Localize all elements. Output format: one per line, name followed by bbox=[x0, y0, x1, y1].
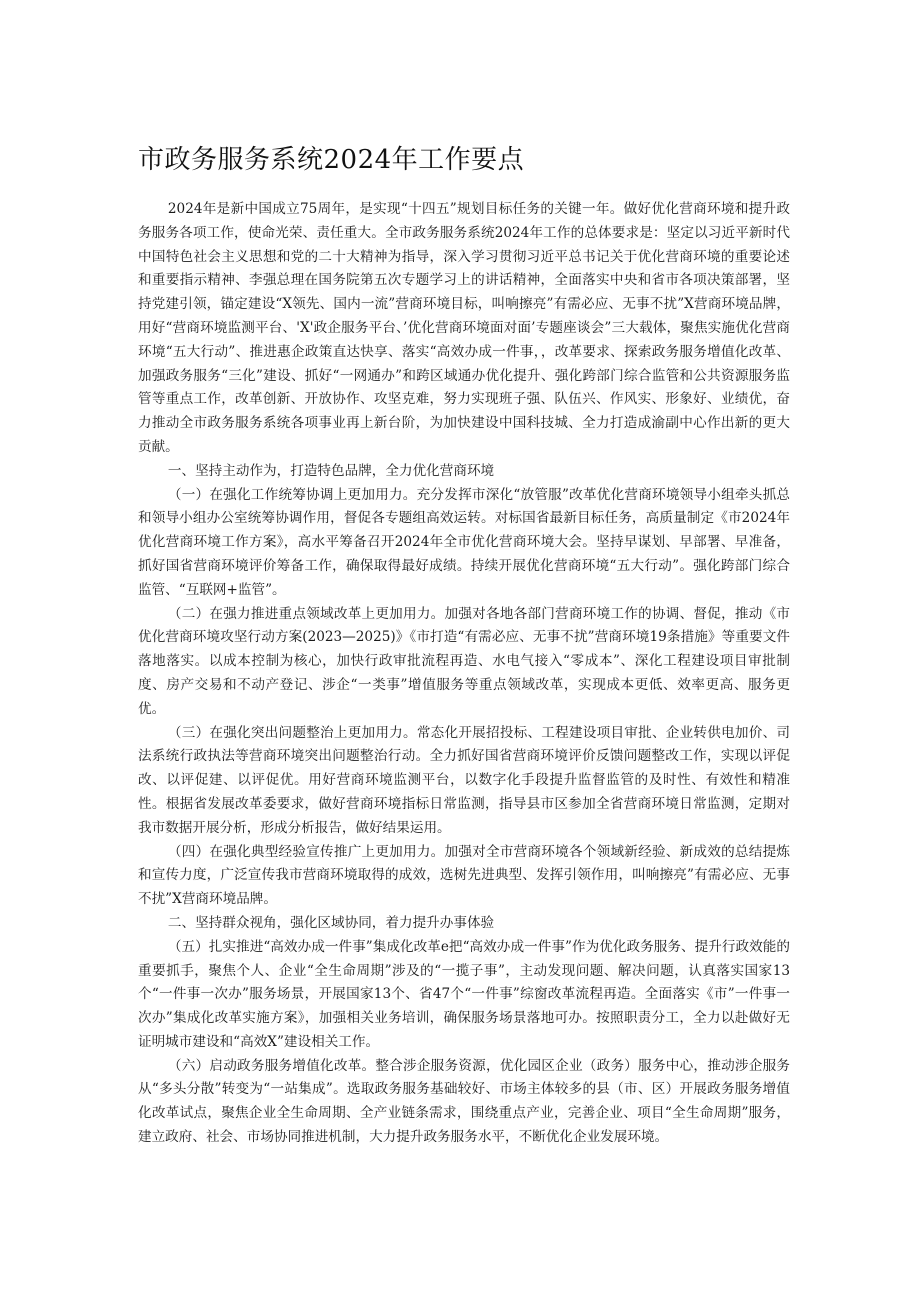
section-heading-1: 一、坚持主动作为，打造特色品牌，全力优化营商环境 bbox=[167, 462, 495, 479]
paragraph-item-6: （六）启动政务服务增值化改革。整合涉企服务资源，优化园区企业（政务）服务中心，推动涉企服务从“多头分散”转变为“一站集成”。选取政务服务基础较好、市场主体较多的县（市、区）开展政务服务增值化改革试点，聚焦企业全生命周期、全产业链条需求，围绕重点产业，完善企业、项目“全生命周期”服务，建立政府、社会、市场协同推进机制，大力提升政务服务水平，不断优化企业发展环境。 bbox=[138, 1057, 790, 1146]
paragraph-item-5: （五）扎实推进“高效办成一件事”集成化改革e把“高效办成一件事”作为优化政务服务、提升行政效能的重要抓手，聚焦个人、企业“全生命周期”涉及的“一揽子事”，主动发现问题、解决问题，认真落实国家13个“一件事一次办”服务场景，开展国家13个、省47个“一件事”综窗改革流程再造。全面落实《市”一件事一次办”集成化改革实施方案》，加强相关业务培训，确保服务场景落地可办。按照职责分工，全力以赴做好无证明城市建设和“高效X”建设相关工作。 bbox=[138, 938, 790, 1050]
paragraph-item-1: （一）在强化工作统筹协调上更加用力。充分发挥市深化“放管服”改革优化营商环境领导小组牵头抓总和领导小组办公室统筹协调作用，督促各专题组高效运转。对标国省最新目标任务，高质量制定《市2024年优化营商环境工作方案》，高水平筹备召开2024年全市优化营商环境大会。坚持早谋划、早部署、早准备，抓好国省营商环境评价筹备工作，确保取得最好成绩。持续开展优化营商环境“五大行动”。强化跨部门综合监管、“互联网+监管”。 bbox=[138, 486, 790, 598]
paragraph-item-2: （二）在强力推进重点领域改革上更加用力。加强对各地各部门营商环境工作的协调、督促，推动《市优化营商环境攻坚行动方案(2023—2025)》《市打造“有需必应、无事不扰”营商环境19条措施》等重要文件落地落实。以成本控制为核心，加快行政审批流程再造、水电气接入“零成本”、深化工程建设项目审批制度、房产交易和不动产登记、涉企“一类事”增值服务等重点领域改革，实现成本更低、效率更高、服务更优。 bbox=[138, 605, 790, 717]
paragraph-item-3: （三）在强化突出问题整治上更加用力。常态化开展招投标、工程建设项目审批、企业转供电加价、司法系统行政执法等营商环境突出问题整治行动。全力抓好国省营商环境评价反馈问题整改工作，实现以评促改、以评促建、以评促优。用好营商环境监测平台，以数字化手段提升监督监管的及时性、有效性和精准性。根据省发展改革委要求，做好营商环境指标日常监测，指导县市区参加全省营商环境日常监测，定期对我市数据开展分析，形成分析报告，做好结果运用。 bbox=[138, 724, 790, 836]
paragraph-item-4: （四）在强化典型经验宣传推广上更加用力。加强对全市营商环境各个领域新经验、新成效的总结提炼和宣传力度，广泛宣传我市营商环境取得的成效，选树先进典型、发挥引领作用，叫响擦亮”有需必应、无事不扰”X营商环境品牌。 bbox=[138, 843, 790, 908]
intro-paragraph: 2024年是新中国成立75周年，是实现“十四五”规划目标任务的关键一年。做好优化营商环境和提升政务服务各项工作，使命光荣、责任重大。全市政务服务系统2024年工作的总体要求是：坚定以习近平新时代中国特色社会主义思想和党的二十大精神为指导，深入学习贯彻习近平总书记关于优化营商环境的重要论述和重要指示精神、李强总理在国务院第五次专题学习上的讲话精神，全面落实中央和省市各项决策部署，坚持党建引领，锚定建设“X领先、国内一流”营商环境目标，叫响擦亮”有需必应、无事不扰”X营商环境品牌，用好“营商环境监测平台、'X'政企服务平台、’优化营商环境面对面’专题座谈会”三大载体，聚焦实施优化营商环境“五大行动”、推进惠企政策直达快享、落实“高效办成一件事，，改革要求、探索政务服务增值化改革、加强政务服务“三化”建设、抓好“一网通办”和跨区域通办优化提升、强化跨部门综合监管和公共资源服务监管等重点工作，改革创新、开放协作、攻坚克难，努力实现班子强、队伍兴、作风实、形象好、业绩优，奋力推动全市政务服务系统各项事业再上新台阶，为加快建设中国科技城、全力打造成渝副中心作出新的更大贡献。 bbox=[138, 201, 790, 455]
document-title: 市政务服务系统2024年工作要点 bbox=[138, 145, 525, 175]
section-heading-2: 二、坚持群众视角，强化区域协同，着力提升办事体验 bbox=[167, 914, 495, 931]
document-body bbox=[138, 198, 790, 1150]
